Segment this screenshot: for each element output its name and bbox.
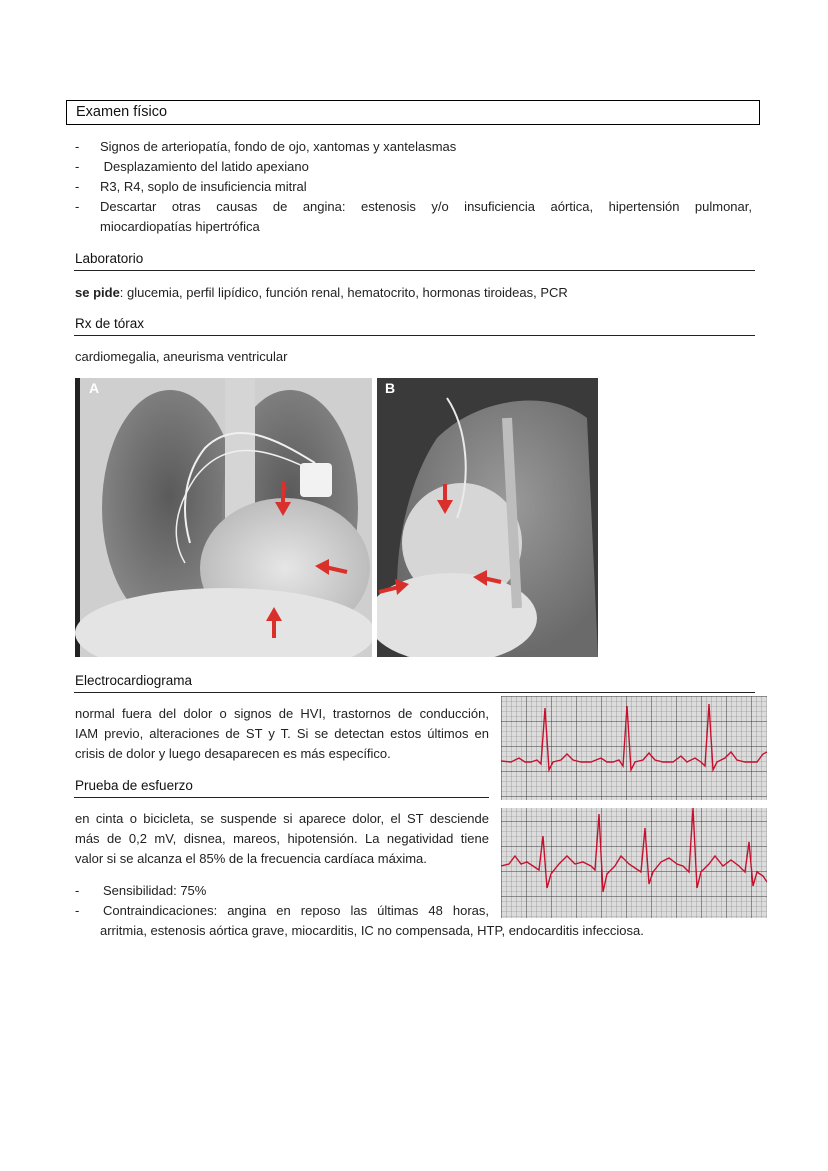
- ecg-text-line: normal fuera del dolor o signos de HVI, trastornos de conducción,: [75, 706, 489, 721]
- xray-b-drawing: [377, 378, 598, 657]
- list-item: R3, R4, soplo de insuficiencia mitral: [100, 179, 307, 194]
- list-item: Contraindicaciones: angina en reposo las últimas 48 horas,: [103, 903, 489, 918]
- laboratorio-text: [75, 283, 568, 303]
- list-item: Sensibilidad: 75%: [103, 883, 207, 898]
- xray-image-a: [75, 378, 372, 657]
- section-title-laboratorio: Laboratorio: [75, 251, 144, 266]
- list-item: Desplazamiento del latido apexiano: [100, 159, 309, 174]
- rx-text: cardiomegalia, aneurisma ventricular: [75, 349, 288, 364]
- ecg-text-line: crisis de dolor y luego desaparecen es más específico.: [75, 746, 391, 761]
- list-item-continuation: arritmia, estenosis aórtica grave, miocarditis, IC no compensada, HTP, endocarditis infecciosa.: [100, 923, 644, 938]
- list-item: Signos de arteriopatía, fondo de ojo, xantomas y xantelasmas: [100, 139, 457, 154]
- xray-a-drawing: [75, 378, 372, 657]
- xray-label-a: A: [89, 380, 100, 396]
- section-title-examen-fisico: Examen físico: [66, 100, 760, 125]
- list-item: Descartar otras causas de angina: estenosis y/o insuficiencia aórtica, hipertensión pulmonar,: [100, 199, 752, 214]
- xray-image-b: [377, 378, 598, 657]
- prueba-text-line: valor si se alcanza el 85% de la frecuencia cardíaca máxima.: [75, 851, 427, 866]
- list-dash: -: [75, 199, 80, 214]
- ecg-text-line: IAM previo, alteraciones de ST y T. Si se detectan estos últimos en: [75, 726, 489, 741]
- laboratorio-lead: se pide: [75, 285, 120, 300]
- section-divider: [74, 797, 489, 798]
- xray-label-b: B: [385, 380, 396, 396]
- section-divider: [74, 692, 755, 693]
- section-title-electrocardiograma: Electrocardiograma: [75, 673, 193, 688]
- list-dash: -: [75, 883, 80, 898]
- list-item-continuation: miocardiopatías hipertrófica: [100, 219, 260, 234]
- section-title-prueba-esfuerzo: Prueba de esfuerzo: [75, 778, 193, 793]
- section-title-rx-torax: Rx de tórax: [75, 316, 145, 331]
- list-dash: -: [75, 179, 80, 194]
- list-dash: -: [75, 159, 80, 174]
- section-divider: [74, 270, 755, 271]
- prueba-text-line: más de 0,2 mV, disnea, mareos, hipotensión. La negatividad tiene: [75, 831, 489, 846]
- prueba-text-line: en cinta o bicicleta, se suspende si aparece dolor, el ST desciende: [75, 811, 489, 826]
- list-dash: -: [75, 139, 80, 154]
- laboratorio-body: : glucemia, perfil lipídico, función renal, hematocrito, hormonas tiroideas, PCR: [119, 285, 568, 300]
- section-divider: [74, 335, 755, 336]
- ecg-drawing: [501, 696, 767, 918]
- list-dash: -: [75, 903, 80, 918]
- ecg-strips-image: [501, 696, 767, 918]
